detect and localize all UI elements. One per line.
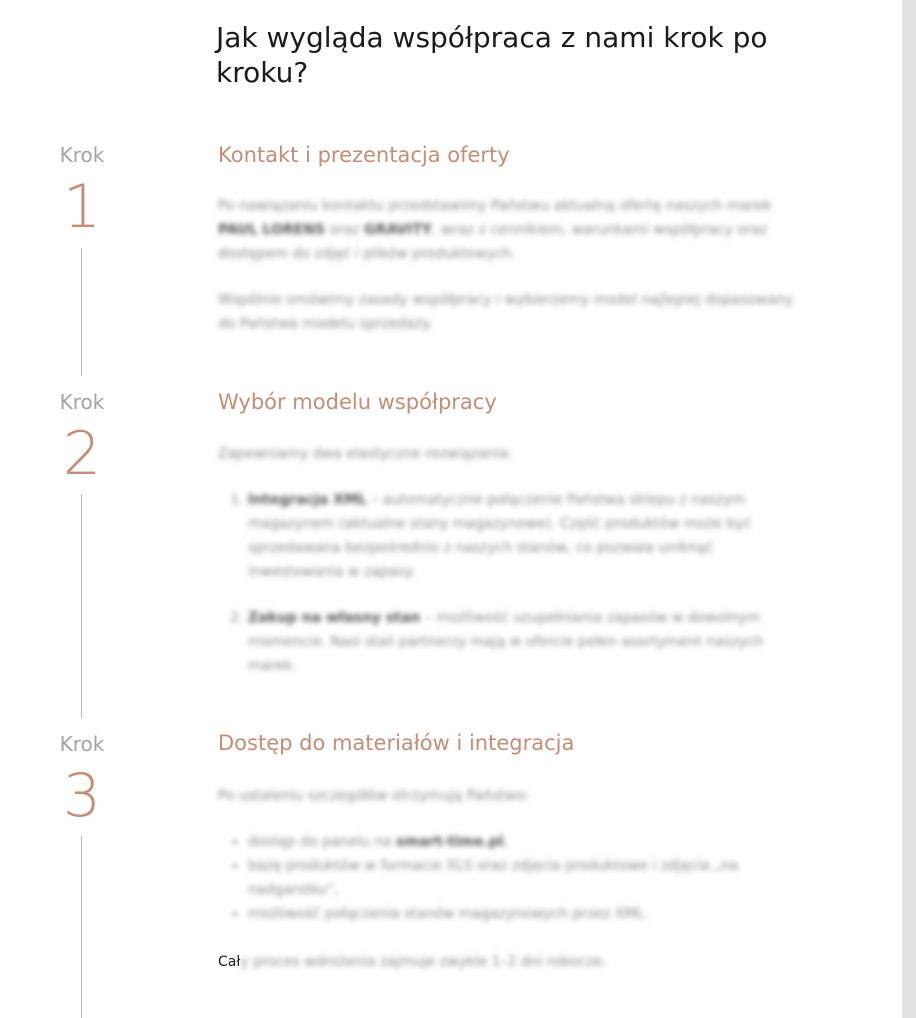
page-scrollbar[interactable] [902, 0, 916, 1018]
step-2-marker [30, 389, 134, 487]
step-1-heading: Kontakt i prezentacja oferty [218, 143, 510, 167]
step-2-label: Krok [59, 390, 105, 414]
step-1-body-blurred: Po nawiązaniu kontaktu przedstawimy Państwu aktualną ofertę naszych marek PAUL LORENS oraz GRAVITY, wraz z cennikiem, warunkami współpracy oraz dostępem do zdjęć i plików produktowych. Wspólnie omówimy zasady współpracy i wybierzemy model najlepiej dopasowany do Państwa modelu sprzedaży. [218, 198, 794, 332]
summary-text [218, 950, 607, 974]
summary-visible-text: Cał [218, 954, 241, 970]
step-3-marker [30, 731, 134, 829]
step-3-connector [81, 836, 82, 1018]
step-1-marker [30, 142, 134, 240]
step-3-label: Krok [59, 732, 105, 756]
page-title: Jak wygląda współpraca z nami krok po kroku? [216, 21, 768, 89]
step-3-body-blurred: Po ustaleniu szczegółów otrzymują Państwo: • dostęp do panelu na smart-time.pl, • bazę produktów w formacie XLS oraz zdjęcia produktowe i zdjęcia „na nadgarstku”, • możliwość połączenia stanów magazynowych przez XML. [218, 784, 808, 926]
step-1-label: Krok [59, 143, 105, 167]
step-1-connector [81, 248, 82, 376]
step-2-connector [81, 494, 82, 718]
step-2-heading: Wybór modelu współpracy [218, 390, 497, 414]
summary-blurred-text: y proces wdrożenia zajmuje zwykle 1–2 dni robocze. [240, 954, 607, 970]
step-3-heading: Dostęp do materiałów i integracja [218, 731, 575, 755]
step-3-number: 3 [62, 761, 102, 831]
step-2-number: 2 [62, 419, 102, 489]
step-2-body-blurred: Zapewniamy dwa elastyczne rozwiązania: 1. Integracja XML – automatyczne połączenie Państwa sklepu z naszym magazynem (aktualne stany magazynowe). Część produktów może być sprzedawana bezpośrednio z naszych stanów, co pozwala uniknąć inwestowania w zapasy. 2. Zakup na własny stan – możliwość uzupełniania zapasów w dowolnym momencie. Nasi stali partnerzy mają w ofercie pełen asortyment naszych marek. [218, 442, 808, 700]
step-1-number: 1 [62, 172, 102, 242]
